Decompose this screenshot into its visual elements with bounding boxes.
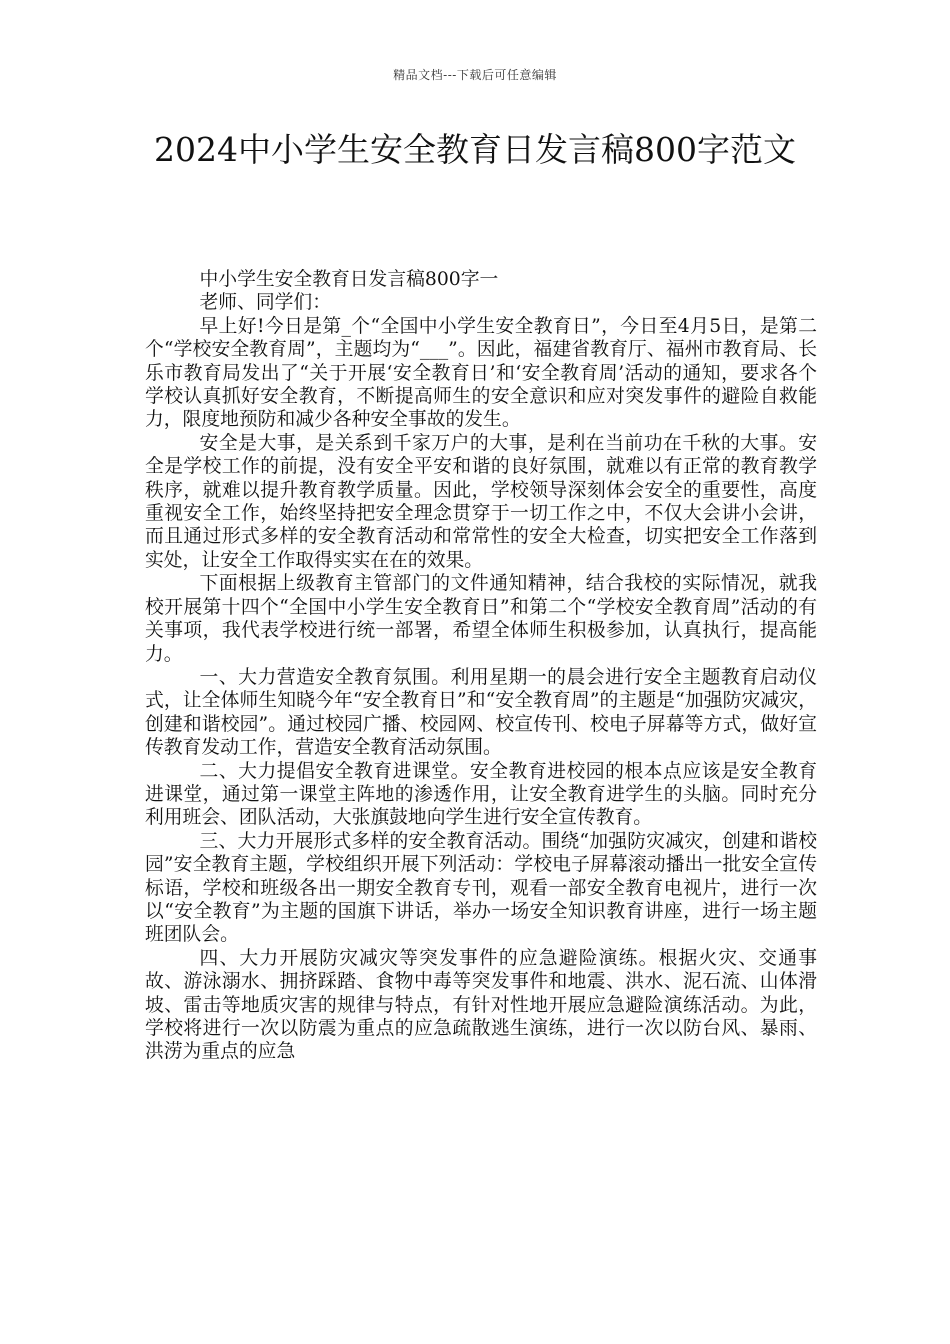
document-body: [145, 268, 817, 1064]
page-header-note: 精品文档---下载后可任意编辑: [393, 68, 557, 82]
paragraph: 安全是大事，是关系到千家万户的大事，是利在当前功在千秋的大事。安全是学校工作的前提，没有安全平安和谐的良好氛围，就难以有正常的教育教学秩序，就难以提升教育教学质量。因此，学校领导深刻体会安全的重要性，高度重视安全工作，始终坚持把安全理念贯穿于一切工作之中，不仅大会讲小会讲，而且通过形式多样的安全教育活动和常常性的安全大检查，切实把安全工作落到实处，让安全工作取得实实在在的效果。: [145, 432, 817, 571]
salutation: 老师、同学们：: [199, 292, 331, 314]
document-title: 2024中小学生安全教育日发言稿800字范文: [154, 130, 796, 169]
paragraph: 一、大力营造安全教育氛围。利用星期一的晨会进行安全主题教育启动仪式，让全体师生知晓今年“安全教育日”和“安全教育周”的主题是“加强防灾减灾，创建和谐校园”。通过校园广播、校园网、校宣传刊、校电子屏幕等方式，做好宣传教育发动工作，营造安全教育活动氛围。: [145, 666, 817, 759]
paragraph: 四、大力开展防灾减灾等突发事件的应急避险演练。根据火灾、交通事故、游泳溺水、拥挤踩踏、食物中毒等突发事件和地震、洪水、泥石流、山体滑坡、雷击等地质灾害的规律与特点，有针对性地开展应急避险演练活动。为此，学校将进行一次以防震为重点的应急疏散逃生演练，进行一次以防台风、暴雨、洪涝为重点的应急: [145, 947, 817, 1063]
paragraph: 早上好!今日是第_个“全国中小学生安全教育日”，今日至4月5日，是第二个“学校安全教育周”，主题均为“___”。因此，福建省教育厅、福州市教育局、长乐市教育局发出了“关于开展‘安全教育日’和‘安全教育周’活动的通知，要求各个学校认真抓好安全教育，不断提高师生的安全意识和应对突发事件的避险自救能力，限度地预防和减少各种安全事故的发生。: [145, 315, 817, 431]
paragraph: 三、大力开展形式多样的安全教育活动。围绕“加强防灾减灾，创建和谐校园”安全教育主题，学校组织开展下列活动：学校电子屏幕滚动播出一批安全宣传标语，学校和班级各出一期安全教育专刊，观看一部安全教育电视片，进行一次以“安全教育”为主题的国旗下讲话，举办一场安全知识教育讲座，进行一场主题班团队会。: [145, 830, 817, 946]
paragraph: 二、大力提倡安全教育进课堂。安全教育进校园的根本点应该是安全教育进课堂，通过第一课堂主阵地的渗透作用，让安全教育进学生的头脑。同时充分利用班会、团队活动，大张旗鼓地向学生进行安全宣传教育。: [145, 760, 817, 829]
section-heading: 中小学生安全教育日发言稿800字一: [199, 269, 499, 290]
paragraph: 下面根据上级教育主管部门的文件通知精神，结合我校的实际情况，就我校开展第十四个“全国中小学生安全教育日”和第二个“学校安全教育周”活动的有关事项，我代表学校进行统一部署，希望全体师生积极参加，认真执行，提高能力。: [145, 573, 817, 665]
